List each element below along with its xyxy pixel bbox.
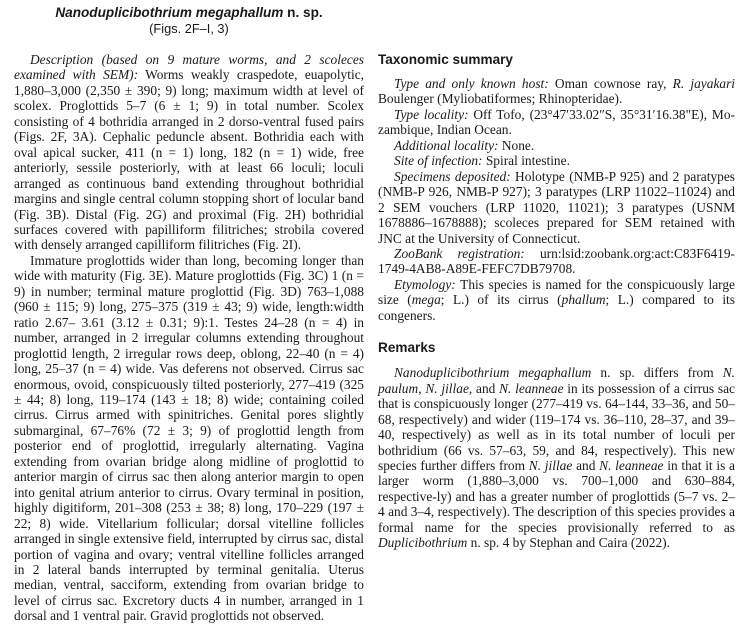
italic-text-segment: Site of infection: — [394, 153, 483, 169]
taxonomic-summary-heading: Taxonomic summary — [378, 52, 513, 67]
summary-host — [378, 76, 735, 107]
text-segment: ; L.) of its cirrus ( — [440, 292, 562, 308]
italic-text-segment: N. jillae — [425, 380, 469, 396]
italic-text-segment: Duplicibothrium — [378, 535, 468, 551]
text-segment: Boulenger (Myliobatiformes; Rhinopteridae). — [378, 91, 623, 107]
summary-additional-locality — [378, 138, 735, 153]
summary-zoobank-registration — [378, 246, 735, 277]
text-segment: None. — [498, 137, 535, 153]
summary-site-of-infection — [378, 153, 735, 168]
italic-text-segment: Type locality: — [394, 106, 469, 122]
text-segment: Holotype (NMB-P 925) and 2 paratypes (NMB-P 926, NMB-P 927); 3 paratypes (LRP 11022–11024) and 2 SEM vouchers (LRP 11020, 11021); 3 paratypes (USNM 1678886–1678888); scoleces prepared for SEM retained with JNC at the University of Connecticut. — [378, 168, 735, 246]
left-column — [14, 0, 364, 624]
italic-text-segment: Specimens deposited: — [394, 168, 511, 184]
description-paragraph-2 — [14, 253, 364, 624]
taxonomic-summary-list — [378, 76, 735, 323]
italic-text-segment: Etymology: — [394, 276, 456, 292]
text-segment: and — [572, 457, 600, 473]
italic-text-segment: Additional locality: — [394, 137, 499, 153]
italic-text-segment: Type and only known host: — [394, 76, 549, 91]
species-status: n. sp. — [283, 5, 323, 20]
italic-text-segment: R. jayakari — [672, 76, 736, 91]
summary-etymology — [378, 277, 735, 323]
text-segment: , and — [468, 380, 500, 396]
italic-text-segment: N. leanneae — [499, 380, 564, 396]
species-name: Nanoduplicibothrium megaphallum — [55, 5, 284, 20]
text-segment: , — [418, 380, 426, 396]
species-title — [14, 5, 364, 21]
figure-reference: (Figs. 2F–I, 3) — [149, 21, 229, 36]
summary-type-locality — [378, 107, 735, 138]
text-segment: urn:lsid:zoobank.org:act:C83F6419-1749-4AB8-A89E-FEFC7DB79708. — [378, 245, 735, 277]
text-segment: Immature proglottids wider than long, becoming longer than wide with maturity (Fig. 3E). Mature proglottids (Fig. 3C) 1 (n = 9) in number; terminal mature proglottid (Fig. 3D) 763–1,088 (960 ± 115; 9) long, 275–375 (319 ± 43; 9) wide, length:width ratio 2.67– 3.61 (3.12 ± 0.31; 9):1. Testes 24–28 (n = 4) in number, arranged in 2 irregular columns extending throughout proglottid length, 2 irregular rows deep, oblong, 22–40 (n = 4) long, 25–37 (n = 4) wide. Vas deferens not observed. Cirrus sac enormous, ovoid, conspicuously tilted posteriorly, 277–419 (325 ± 44; 8) long, 119–174 (143 ± 18; 8) wide; containing coiled cirrus. Cirrus armed with spinitriches. Genital pores slightly submarginal, 67–76% (72 ± 3; 9) of proglottid length from posterior end of proglottid, irregularly alternating. Vagina extending from ovarian bridge along midline of proglottid to anterior margin of cirrus sac then along anterior margin to open into genital atrium anterior to cirrus. Ovary terminal in position, highly digitiform, 201–308 (253 ± 38; 8) long, 170–229 (197 ± 22; 8) wide. Vitellarium follicular; dorsal vitelline follicles arranged in single extensive field, interrupted by cirrus sac, distal portion of vagina and ovary; ventral vitelline follicles arranged in 2 lateral bands interrupted by terminal genitalia. Uterus median, ventral, sacciform, extending from ovarian bridge to level of cirrus sac. Excretory ducts 4 in number, arranged in 1 dorsal and 1 ventral pair. Gravid proglottids not observed. — [14, 252, 364, 624]
remarks-paragraph — [378, 365, 735, 550]
italic-text-segment: Nanoduplicibothrium megaphallum — [394, 365, 592, 381]
summary-specimens-deposited — [378, 169, 735, 246]
text-segment: ; L.) compared to its congeners. — [378, 292, 735, 323]
text-segment: This species is named for the conspicuously large size ( — [378, 276, 735, 308]
text-segment: Worms weakly craspedote, euapolytic, 1,880–3,000 (2,350 ± 390; 9) long; maximum width at level of scolex. Proglottids 5–7 (6 ± 1; 9) in total number. Scolex consisting of 4 bothridia arranged in 2 dorso-ventral fused pairs (Figs. 2F, 3A). Cephalic peduncle absent. Bothridia each with oval apical sucker, 411 (n = 1) long, 182 (n = 1) wide, free anteriorly, sessile posteriorly, with at least 66 loculi; loculi arranged as continuous band extending throughout bothridial margins and single central column stopping short of locular band (Fig. 3B). Distal (Fig. 2G) and proximal (Fig. 2H) bothridial surfaces covered with papilliform filitriches; strobila covered with densely arranged capilliform filitriches (Fig. 2I). — [14, 67, 364, 253]
text-segment: in that it is a larger worm (1,880–3,000 vs. 700–1,000 and 630–884, respective-ly) and has a greater number of proglottids (5–7 vs. 2–4 and 3–4, respectively). The description of this species provides a formal name for the species provisionally referred to as — [378, 457, 735, 535]
text-segment: n. sp. 4 by Stephan and Caira (2022). — [467, 535, 670, 551]
text-segment: Spiral intestine. — [482, 153, 570, 169]
text-segment: Oman cownose ray, — [548, 76, 673, 91]
remarks-heading: Remarks — [378, 340, 436, 356]
italic-text-segment: mega — [411, 292, 441, 308]
italic-text-segment: N. jillae — [528, 457, 573, 473]
italic-text-segment: Description (based on 9 mature worms, and 2 scoleces examined with SEM): — [14, 52, 364, 83]
italic-text-segment: N. paulum — [378, 365, 735, 396]
text-segment: in its possession of a cirrus sac that is conspicuously longer (277–419 vs. 64–144, 33–36, and 50–68, respectively) and wider (119–174 vs. 36–110, 28–37, and 39–40, respectively) as well as in its total number of loculi per bothridium (66 vs. 57–63, 59, and 84, respectively). This new species further differs from — [378, 380, 735, 473]
right-column — [378, 0, 735, 551]
italic-text-segment: ZooBank registration: — [394, 245, 525, 261]
text-segment: Off Tofo, (23°47′33.02″S, 35°31′16.38"E), Mo-zambique, Indian Ocean. — [378, 106, 735, 138]
text-segment: n. sp. differs from — [591, 365, 723, 381]
description-paragraph-1 — [14, 52, 364, 253]
italic-text-segment: N. leanneae — [599, 457, 664, 473]
italic-text-segment: phallum — [561, 292, 606, 308]
